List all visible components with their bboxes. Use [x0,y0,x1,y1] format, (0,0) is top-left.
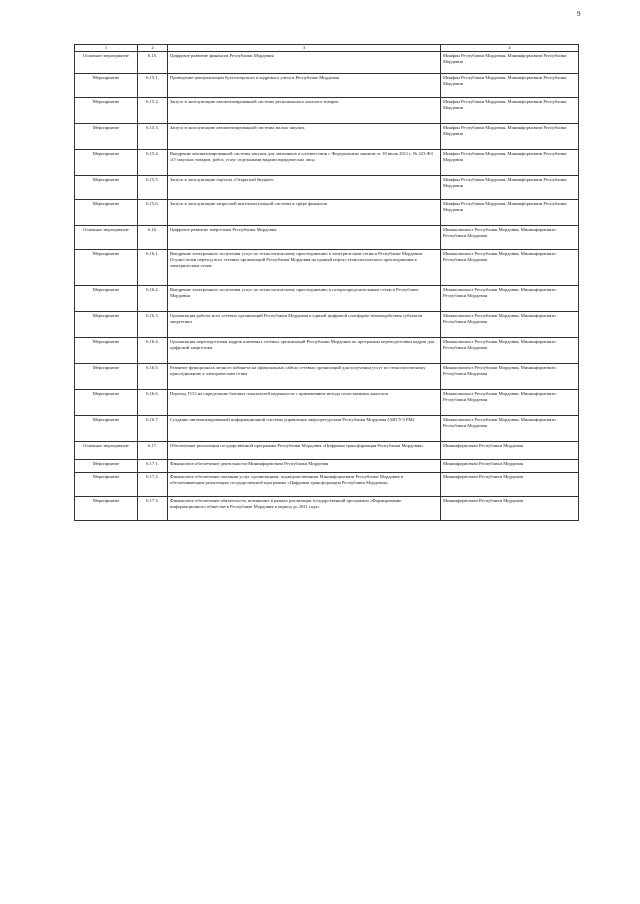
measure-type: Мероприятие [75,250,138,286]
measure-number: 6.16. [138,226,168,250]
measure-number: 6.15.3. [138,124,168,150]
measure-description: Организация работы всех сетевых организаций Республики Мордовия в единой цифровой платформе взаимодействия субъектов энергетики [168,312,441,338]
responsible-executor: Минфин Республики Мордовия, Мининформсвязи Республики Мордовия [441,98,579,124]
measure-description: Организация переподготовки кадров ключевых сетевых организаций Республики Мордовия по программы переподготовки кадров для цифровой энергетики [168,338,441,364]
responsible-executor: Минжилкомхоз Республики Мордовия, Мининформсвязи Республики Мордовия [441,390,579,416]
responsible-executor: Минфин Республики Мордовия, Мининформсвязи Республики Мордовия [441,52,579,74]
responsible-executor: Минжилкомхоз Республики Мордовия, Мининформсвязи Республики Мордовия [441,286,579,312]
column-header: 4 [441,45,579,52]
responsible-executor: Минфин Республики Мордовия, Мининформсвязи Республики Мордовия [441,176,579,200]
table-row [75,286,579,312]
measure-number: 6.16.2. [138,286,168,312]
measure-description: Финансовое обеспечение обязательств, возникших в рамках реализации государственной программы «Формирование информационного общества в Республике Мордовия в период до 2021 года» [168,497,441,521]
measure-description: Обеспечение реализации государственной программы Республики Мордовия «Цифровая трансформация Республики Мордовия» [168,442,441,460]
measures-table [74,44,579,521]
column-header: 1 [75,45,138,52]
page-number: 9 [577,10,581,18]
measure-number: 6.16.3. [138,312,168,338]
measure-description: Проведение централизации бухгалтерского и кадрового учета в Республике Мордовия [168,74,441,98]
measure-description: Создание автоматизированной информационной системы управления энергоресурсами Республики Мордовия (АИСУЭ РМ) [168,416,441,442]
table-row [75,312,579,338]
responsible-executor: Минжилкомхоз Республики Мордовия, Мининформсвязи Республики Мордовия [441,312,579,338]
responsible-executor: Минжилкомхоз Республики Мордовия, Мининформсвязи Республики Мордовия [441,416,579,442]
measure-type: Мероприятие [75,124,138,150]
measure-type: Мероприятие [75,150,138,176]
table-row [75,98,579,124]
table-row [75,460,579,473]
measure-number: 6.16.4. [138,338,168,364]
table-row [75,364,579,390]
measure-number: 6.15.5. [138,176,168,200]
measure-description: Запуск в эксплуатацию портала «Открытый бюджет» [168,176,441,200]
responsible-executor: Минфин Республики Мордовия, Мининформсвязи Республики Мордовия [441,124,579,150]
responsible-executor: Минжилкомхоз Республики Мордовия, Мининформсвязи Республики Мордовия [441,364,579,390]
measure-type: Основное мероприятие [75,226,138,250]
measure-type: Мероприятие [75,338,138,364]
measure-type: Мероприятие [75,497,138,521]
table-row [75,200,579,226]
measure-number: 6.15.1. [138,74,168,98]
measure-type: Мероприятие [75,364,138,390]
responsible-executor: Минфин Республики Мордовия, Мининформсвязи Республики Мордовия [441,150,579,176]
measure-type: Мероприятие [75,416,138,442]
table-row [75,442,579,460]
table-row [75,176,579,200]
measure-description: Развитие функционала личного кабинета на официальных сайтах сетевых организаций для получения услуг по технологическому присоединению к электрическим сетям [168,364,441,390]
measure-type: Мероприятие [75,312,138,338]
measure-type: Мероприятие [75,286,138,312]
measure-number: 6.16.5. [138,364,168,390]
measure-description: Финансовое обеспечение деятельности Мининформсвязи Республики Мордовия [168,460,441,473]
measure-number: 6.16.7. [138,416,168,442]
responsible-executor: Мининформсвязи Республики Мордовия [441,497,579,521]
measure-number: 6.15.6. [138,200,168,226]
table-row [75,497,579,521]
responsible-executor: Мининформсвязи Республики Мордовия [441,460,579,473]
measure-description: Финансовое обеспечение оказания услуг организациям, подведомственным Мининформсвязи Республики Мордовия и обеспечивающим реализацию государственной программы «Цифровая трансформация Республики Мордовия» [168,473,441,497]
measure-number: 6.16.6. [138,390,168,416]
measure-description: Внедрение электронного получения услуг по технологическому присоединению к газораспределительным сетям в Республике Мордовия [168,286,441,312]
table-row [75,250,579,286]
measure-type: Основное мероприятие [75,442,138,460]
measure-description: Запуск в эксплуатацию автоматизированной системы малых закупок [168,124,441,150]
table-row [75,226,579,250]
measure-description: Цифровое развитие энергетики Республики Мордовия [168,226,441,250]
measure-type: Мероприятие [75,74,138,98]
responsible-executor: Мининформсвязи Республики Мордовия [441,442,579,460]
measure-number: 6.15.2. [138,98,168,124]
measure-description: Переход ТСО на определение базовых показателей надежности с применением метода сопоставимых аналогов [168,390,441,416]
responsible-executor: Минжилкомхоз Республики Мордовия, Мининформсвязи Республики Мордовия [441,226,579,250]
measure-number: 6.17. [138,442,168,460]
measure-type: Мероприятие [75,98,138,124]
measure-type: Мероприятие [75,390,138,416]
responsible-executor: Минфин Республики Мордовия, Мининформсвязи Республики Мордовия [441,74,579,98]
measure-description: Запуск в эксплуатацию автоматизированной системы регионального каталога товаров [168,98,441,124]
column-header: 2 [138,45,168,52]
measure-description: Внедрение электронного получения услуг по технологическому присоединению к электрическим сетям в Республике Мордовия. Осуществлен переход всех сетевых организаций Республики Мордовия на единый портал технологического присоединения к электрическим сетям [168,250,441,286]
measure-number: 6.15.4. [138,150,168,176]
measure-description: Запуск в эксплуатацию запросной интеллектуальной системы в сфере финансов [168,200,441,226]
table-row [75,124,579,150]
measure-type: Мероприятие [75,176,138,200]
column-header: 3 [168,45,441,52]
table-row [75,52,579,74]
table-row [75,338,579,364]
table-row [75,416,579,442]
measure-number: 6.17.1. [138,460,168,473]
measure-number: 6.17.2. [138,473,168,497]
table-row [75,390,579,416]
measure-type: Мероприятие [75,473,138,497]
table-header-row [75,45,579,52]
measure-description: Внедрение автоматизированной системы закупок для заказчиков в соответствии с Федеральным законом от 18 июля 2011 г. № 223-ФЗ «О закупках товаров, работ, услуг отдельными видами юридических лиц» [168,150,441,176]
table-row [75,473,579,497]
measure-type: Мероприятие [75,200,138,226]
measure-number: 6.15. [138,52,168,74]
responsible-executor: Минжилкомхоз Республики Мордовия, Мининформсвязи Республики Мордовия [441,338,579,364]
responsible-executor: Минфин Республики Мордовия, Мининформсвязи Республики Мордовия [441,200,579,226]
measure-type: Мероприятие [75,460,138,473]
responsible-executor: Мининформсвязи Республики Мордовия [441,473,579,497]
responsible-executor: Минжилкомхоз Республики Мордовия, Мининформсвязи Республики Мордовия [441,250,579,286]
measure-number: 6.17.3. [138,497,168,521]
table-row [75,74,579,98]
table-row [75,150,579,176]
measure-number: 6.16.1. [138,250,168,286]
measure-type: Основное мероприятие [75,52,138,74]
measure-description: Цифровое развитие финансов Республики Мордовия [168,52,441,74]
